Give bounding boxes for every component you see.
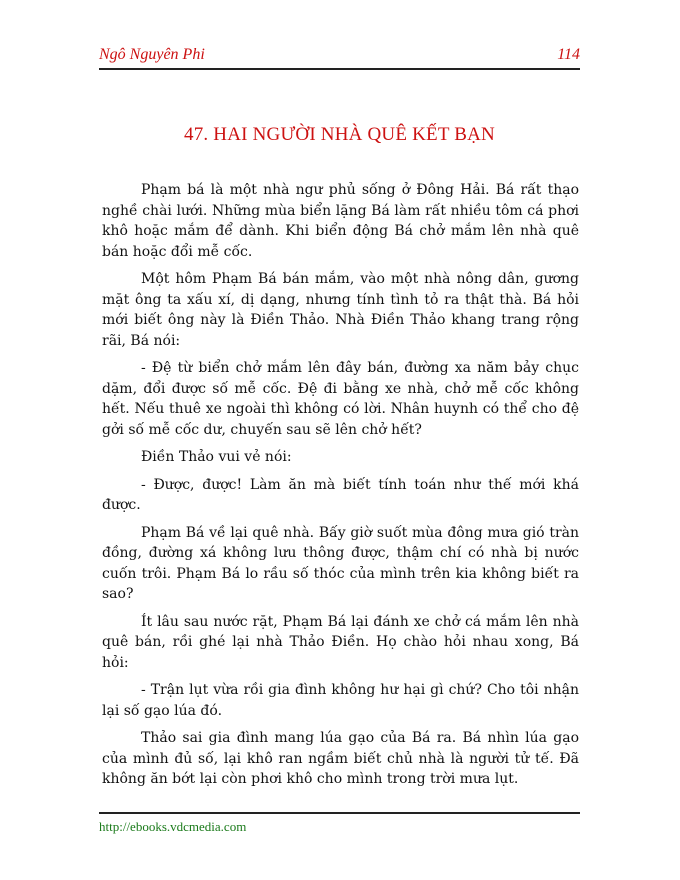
page-header bbox=[99, 46, 580, 70]
footer-url-link[interactable]: http://ebooks.vdcmedia.com bbox=[99, 819, 247, 834]
page-footer bbox=[99, 812, 580, 834]
paragraph: Phạm Bá về lại quê nhà. Bấy giờ suốt mùa đông mưa gió tràn đồng, đường xá không lưu thông được, thậm chí có nhà bị nước cuốn trôi. Phạm Bá lo rầu số thóc của mình trên kia không biết ra sao? bbox=[102, 524, 579, 602]
body-text bbox=[102, 180, 579, 797]
paragraph: - Đệ từ biển chở mắm lên đây bán, đường xa năm bảy chục dặm, đổi được số mễ cốc. Đệ đi bằng xe nhà, chở mễ cốc không hết. Nếu thuê xe ngoài thì không có lời. Nhân huynh có thể cho đệ gởi số mễ cốc dư, chuyến sau sẽ lên chở hết? bbox=[102, 360, 579, 438]
paragraph: Điền Thảo vui vẻ nói: bbox=[141, 449, 292, 465]
chapter-title: 47. HAI NGƯỜI NHÀ QUÊ KẾT BẠN bbox=[184, 124, 495, 145]
paragraph: Một hôm Phạm Bá bán mắm, vào một nhà nông dân, gương mặt ông ta xấu xí, dị dạng, nhưng tính tình tỏ ra thật thà. Bá hỏi mới biết ông này là Điền Thảo. Nhà Điền Thảo khang trang rộng rãi, Bá nói: bbox=[102, 271, 579, 349]
paragraph: - Trận lụt vừa rồi gia đình không hư hại gì chứ? Cho tôi nhận lại số gạo lúa đó. bbox=[102, 682, 579, 719]
paragraph: - Được, được! Làm ăn mà biết tính toán như thế mới khá được. bbox=[102, 476, 579, 513]
paragraph: Phạm bá là một nhà ngư phủ sống ở Đông Hải. Bá rất thạo nghề chài lưới. Những mùa biển lặng Bá làm rất nhiều tôm cá phơi khô hoặc mắm để dành. Khi biển động Bá chở mắm lên nhà quê bán hoặc đổi mễ cốc. bbox=[102, 182, 579, 260]
header-author: Ngô Nguyên Phi bbox=[99, 46, 205, 63]
paragraph: Thảo sai gia đình mang lúa gạo của Bá ra. Bá nhìn lúa gạo của mình đủ số, lại khô ran ngầm biết chủ nhà là người tử tế. Đã không ăn bớt lại còn phơi khô cho mình trong trời mưa lụt. bbox=[102, 730, 579, 787]
paragraph: Ít lâu sau nước rặt, Phạm Bá lại đánh xe chở cá mắm lên nhà quê bán, rồi ghé lại nhà Thảo Điền. Họ chào hỏi nhau xong, Bá hỏi: bbox=[102, 613, 579, 671]
header-page-number: 114 bbox=[557, 46, 580, 63]
